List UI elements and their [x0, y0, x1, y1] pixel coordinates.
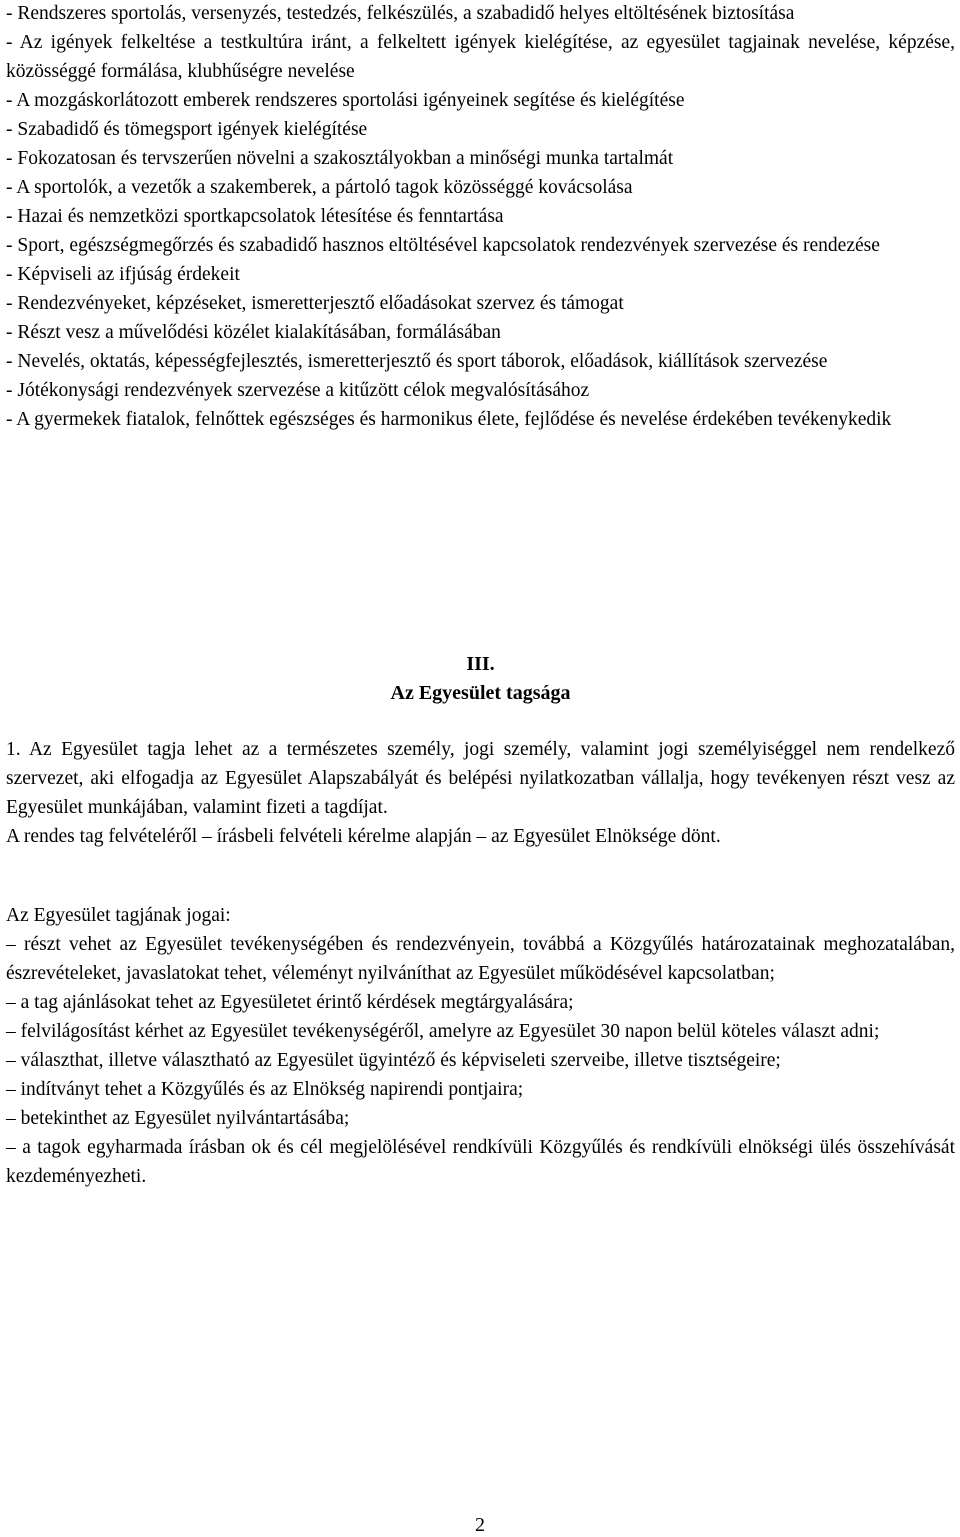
purpose-item: - Sport, egészségmegőrzés és szabadidő hasznos eltöltésével kapcsolatok rendezvények szervezése és rendezése — [6, 235, 880, 256]
purpose-item: - A mozgáskorlátozott emberek rendszeres sportolási igényeinek segítése és kielégítése — [6, 90, 685, 111]
purpose-item: - Rendezvényeket, képzéseket, ismeretterjesztő előadásokat szervez és támogat — [6, 293, 624, 314]
purpose-item: - A gyermekek fiatalok, felnőttek egészséges és harmonikus élete, fejlődése és nevelése érdekében tevékenykedik — [6, 409, 892, 430]
membership-paragraph: 1. Az Egyesület tagja lehet az a természetes személy, jogi személy, valamint jogi személyiséggel nem rendelkező szervezet, aki elfogadja az Egyesület Alapszabályát és belépési nyilatkozatban vállalja, hogy tevékenyen részt vesz az Egyesület munkájában, valamint fizeti a tagdíjat. — [6, 739, 955, 818]
rights-item: – a tagok egyharmada írásban ok és cél megjelölésével rendkívüli Közgyűlés és rendkívüli elnökségi ülés összehívását kezdeményezheti. — [6, 1137, 955, 1187]
rights-item: – felvilágosítást kérhet az Egyesület tevékenységéről, amelyre az Egyesület 30 napon belül köteles választ adni; — [6, 1021, 880, 1042]
purpose-item: - Fokozatosan és tervszerűen növelni a szakosztályokban a minőségi munka tartalmát — [6, 148, 674, 169]
purpose-item: - Szabadidő és tömegsport igények kielégítése — [6, 119, 368, 140]
section-title: Az Egyesület tagsága — [390, 682, 571, 704]
purpose-item: - A sportolók, a vezetők a szakemberek, a pártoló tagok közösséggé kovácsolása — [6, 177, 633, 198]
section-number: III. — [466, 653, 495, 675]
rights-item: – a tag ajánlásokat tehet az Egyesületet érintő kérdések megtárgyalására; — [6, 992, 574, 1013]
purpose-item: - Nevelés, oktatás, képességfejlesztés, ismeretterjesztő és sport táborok, előadások, kiállítások szervezése — [6, 351, 828, 372]
member-rights — [6, 901, 955, 1191]
rights-item: – indítványt tehet a Közgyűlés és az Elnökség napirendi pontjaira; — [6, 1079, 524, 1100]
admission-paragraph: A rendes tag felvételéről – írásbeli felvételi kérelme alapján – az Egyesület Elnöksége dönt. — [6, 826, 721, 847]
page-number: 2 — [475, 1514, 485, 1536]
rights-label: Az Egyesület tagjának jogai: — [6, 905, 231, 926]
purpose-item: - Hazai és nemzetközi sportkapcsolatok létesítése és fenntartása — [6, 206, 504, 227]
purpose-item: - Az igények felkeltése a testkultúra iránt, a felkeltett igények kielégítése, az egyesület tagjainak nevelése, képzése, közösséggé formálása, klubhűségre nevelése — [6, 32, 955, 82]
purpose-item: - Jótékonysági rendezvények szervezése a kitűzött célok megvalósításához — [6, 380, 590, 401]
purpose-item: - Részt vesz a művelődési közélet kialakításában, formálásában — [6, 322, 501, 343]
rights-item: – választhat, illetve választható az Egyesület ügyintéző és képviseleti szerveibe, illetve tisztségeire; — [6, 1050, 781, 1071]
rights-item: – betekinthet az Egyesület nyilvántartásába; — [6, 1108, 350, 1129]
purpose-item: - Képviseli az ifjúság érdekeit — [6, 264, 240, 285]
purpose-list — [6, 0, 955, 434]
rights-item: – részt vehet az Egyesület tevékenységében és rendezvényein, továbbá a Közgyűlés határozatainak meghozatalában, észrevételeket, javaslatokat tehet, véleményt nyilváníthat az Egyesület működésével kapcsolatban; — [6, 934, 955, 984]
purpose-item: - Rendszeres sportolás, versenyzés, testedzés, felkészülés, a szabadidő helyes eltöltésének biztosítása — [6, 3, 795, 24]
membership-intro — [6, 735, 955, 851]
